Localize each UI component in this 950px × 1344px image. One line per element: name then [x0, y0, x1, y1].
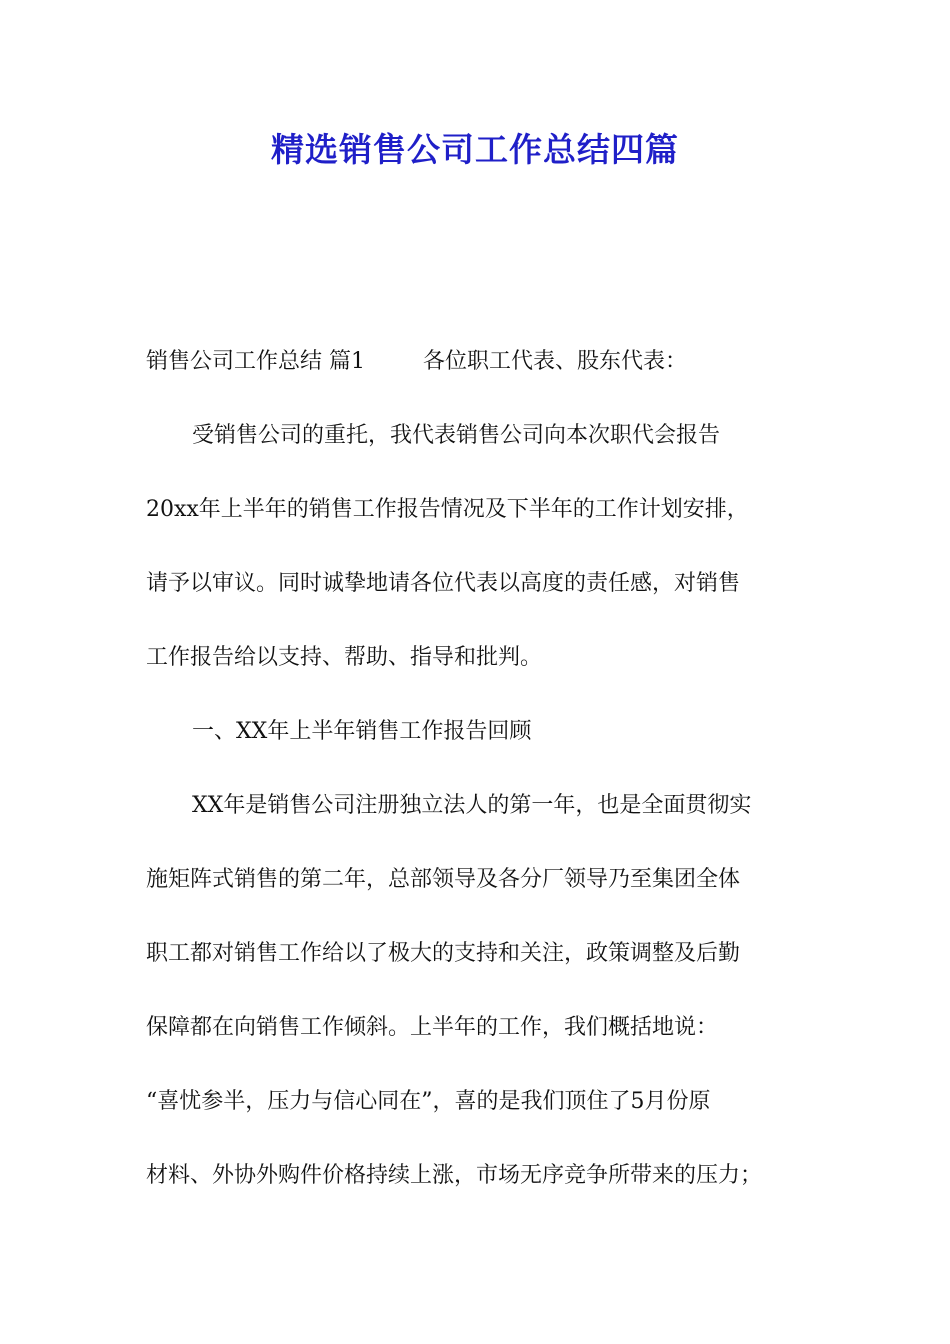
paragraph-line: 保障都在向销售工作倾斜。上半年的工作，我们概括地说： [146, 1015, 719, 1040]
subsection-heading: 一、XX年上半年销售工作报告回顾 [192, 719, 532, 744]
section-heading: 销售公司工作总结 篇1 [146, 349, 365, 374]
paragraph-line: 材料、外协外购件价格持续上涨，市场无序竞争所带来的压力； [146, 1163, 763, 1188]
section-heading-line [146, 342, 826, 416]
paragraph-line: 20xx年上半年的销售工作报告情况及下半年的工作计划安排， [146, 497, 749, 522]
paragraph-line: 受销售公司的重托，我代表销售公司向本次职代会报告 [192, 423, 721, 448]
paragraph-line: “喜忧参半，压力与信心同在”，喜的是我们顶住了5月份原 [146, 1089, 711, 1114]
document-title: 精选销售公司工作总结四篇 [271, 130, 679, 169]
paragraph-line: XX年是销售公司注册独立法人的第一年，也是全面贯彻实 [192, 793, 752, 818]
paragraph-line: 工作报告给以支持、帮助、指导和批判。 [146, 645, 543, 670]
salutation: 各位职工代表、股东代表： [423, 349, 688, 374]
document-body [146, 342, 826, 1230]
paragraph-line: 施矩阵式销售的第二年，总部领导及各分厂领导乃至集团全体 [146, 867, 741, 892]
paragraph-line: 职工都对销售工作给以了极大的支持和关注，政策调整及后勤 [146, 941, 741, 966]
paragraph-line: 请予以审议。同时诚挚地请各位代表以高度的责任感，对销售 [146, 571, 741, 596]
